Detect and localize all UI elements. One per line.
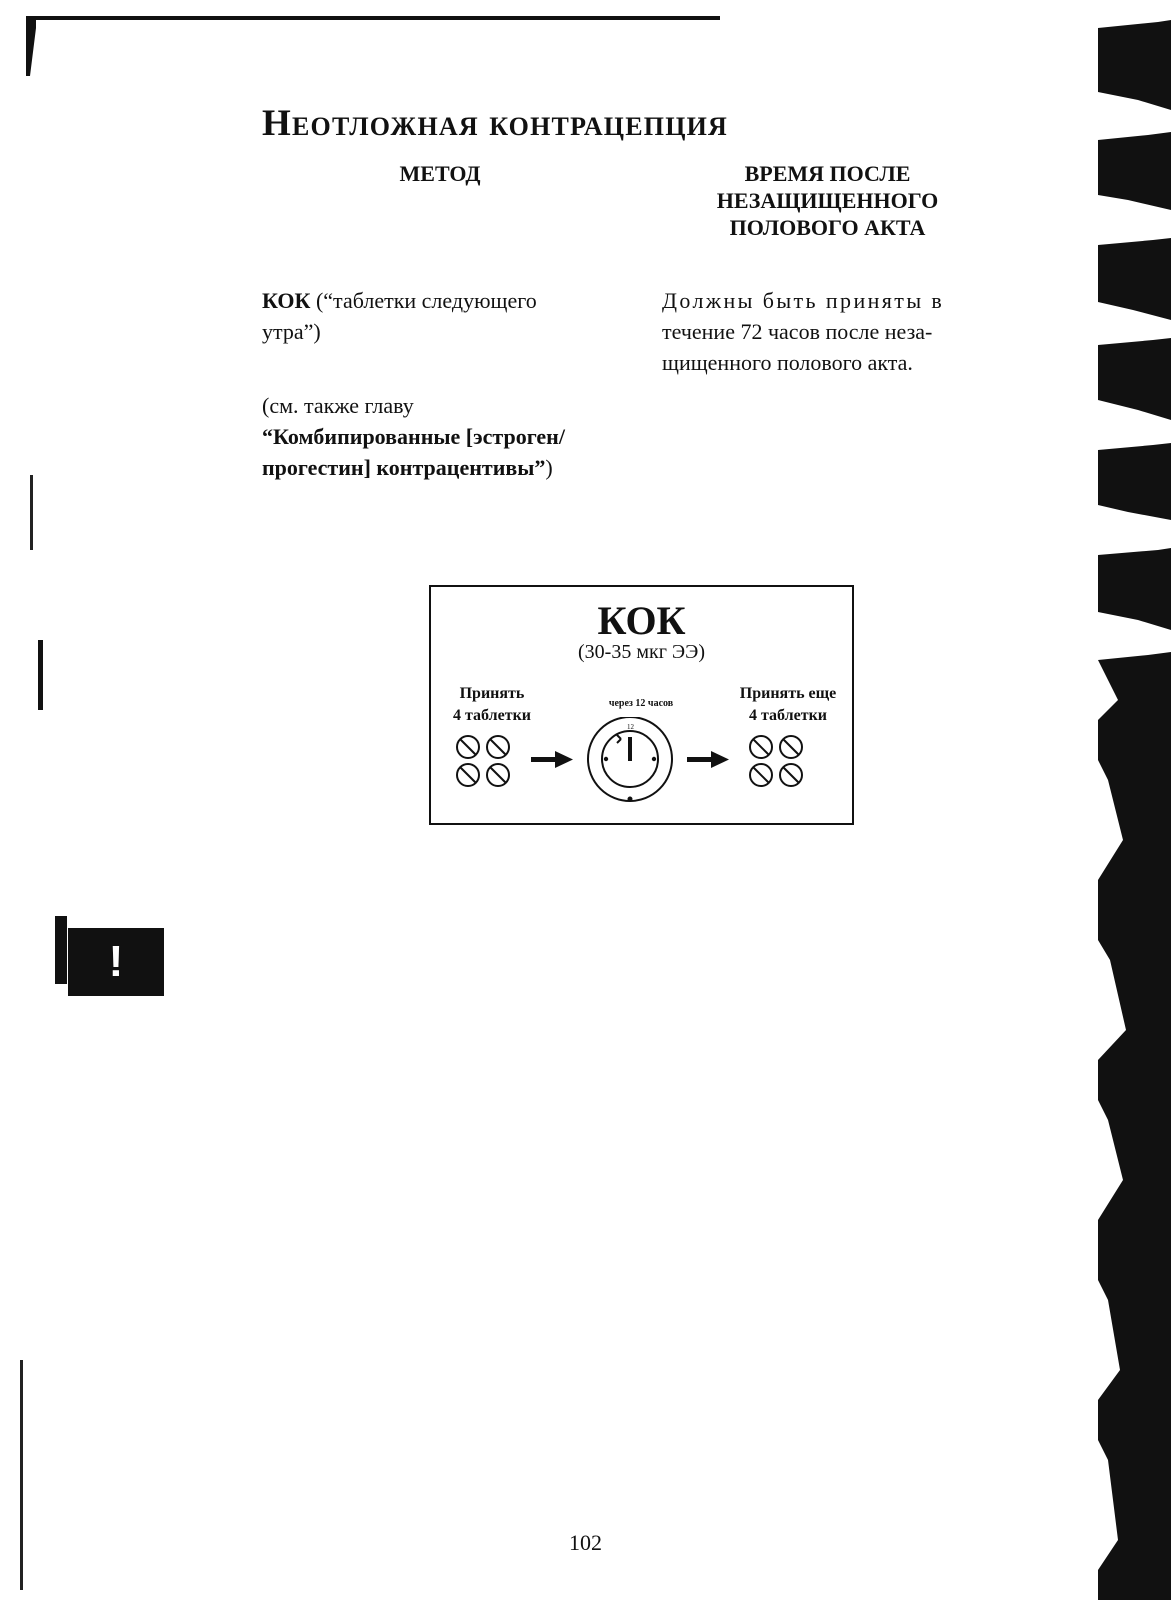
step-1-line: 4 таблетки [452, 707, 532, 724]
step-1-line: Принять [459, 685, 525, 702]
see-also-close: ) [545, 455, 553, 480]
pill-icon [487, 764, 509, 786]
interval-label: через 12 часов [608, 698, 674, 709]
method-name: КОК [262, 288, 311, 313]
margin-mark [30, 475, 33, 550]
diagram-subtitle: (30-35 мкг ЭЭ) [578, 641, 705, 663]
time-entry [662, 285, 1017, 378]
step-2-line: Принять еще [739, 685, 837, 702]
see-also-reference: “Комбипированные [эстроген/ [262, 424, 565, 449]
column-header-time [660, 160, 995, 241]
arrow-right-icon [687, 751, 729, 768]
page-title: Неотложная контрацепция [262, 103, 729, 144]
diagram-graphics [431, 717, 852, 817]
clock-number: 12 [627, 723, 634, 731]
corner-mark [26, 16, 36, 76]
top-rule [30, 16, 720, 20]
warning-marker [68, 928, 164, 996]
arrow-right-icon [531, 751, 573, 768]
binding-spine [1098, 0, 1171, 1600]
method-description: (“таблетки следующего [310, 288, 537, 313]
see-also-text: (см. также главу [262, 393, 414, 418]
pill-icon [457, 764, 479, 786]
time-text-line: течение 72 часов после неза- [662, 319, 933, 344]
time-text-line: щищенного полового акта. [662, 350, 913, 375]
see-also [262, 390, 622, 483]
pills-group-left [457, 736, 509, 786]
step-2-line: 4 таблетки [748, 707, 828, 724]
pill-icon [780, 764, 802, 786]
pill-icon [457, 736, 479, 758]
pill-icon [750, 736, 772, 758]
column-header-time-line: ВРЕМЯ ПОСЛЕ [744, 161, 911, 186]
column-header-time-line: ПОЛОВОГО АКТА [729, 215, 926, 240]
column-header-method: МЕТОД [399, 161, 481, 186]
time-text-line: Должны быть приняты в [662, 288, 945, 313]
diagram-title: КОК [597, 598, 686, 643]
margin-bar [38, 640, 43, 710]
column-header-time-line: НЕЗАЩИЩЕННОГО [716, 188, 939, 213]
method-description: утра”) [262, 319, 321, 344]
pills-group-right [750, 736, 802, 786]
exclamation-icon: ! [108, 937, 124, 986]
pill-icon [750, 764, 772, 786]
page-number: 102 [569, 1530, 602, 1555]
coc-diagram [429, 585, 854, 825]
pill-icon [780, 736, 802, 758]
see-also-reference: прогестин] контрацентивы” [262, 455, 546, 480]
pill-icon [487, 736, 509, 758]
method-entry [262, 285, 622, 347]
warning-marker-edge [55, 916, 67, 984]
